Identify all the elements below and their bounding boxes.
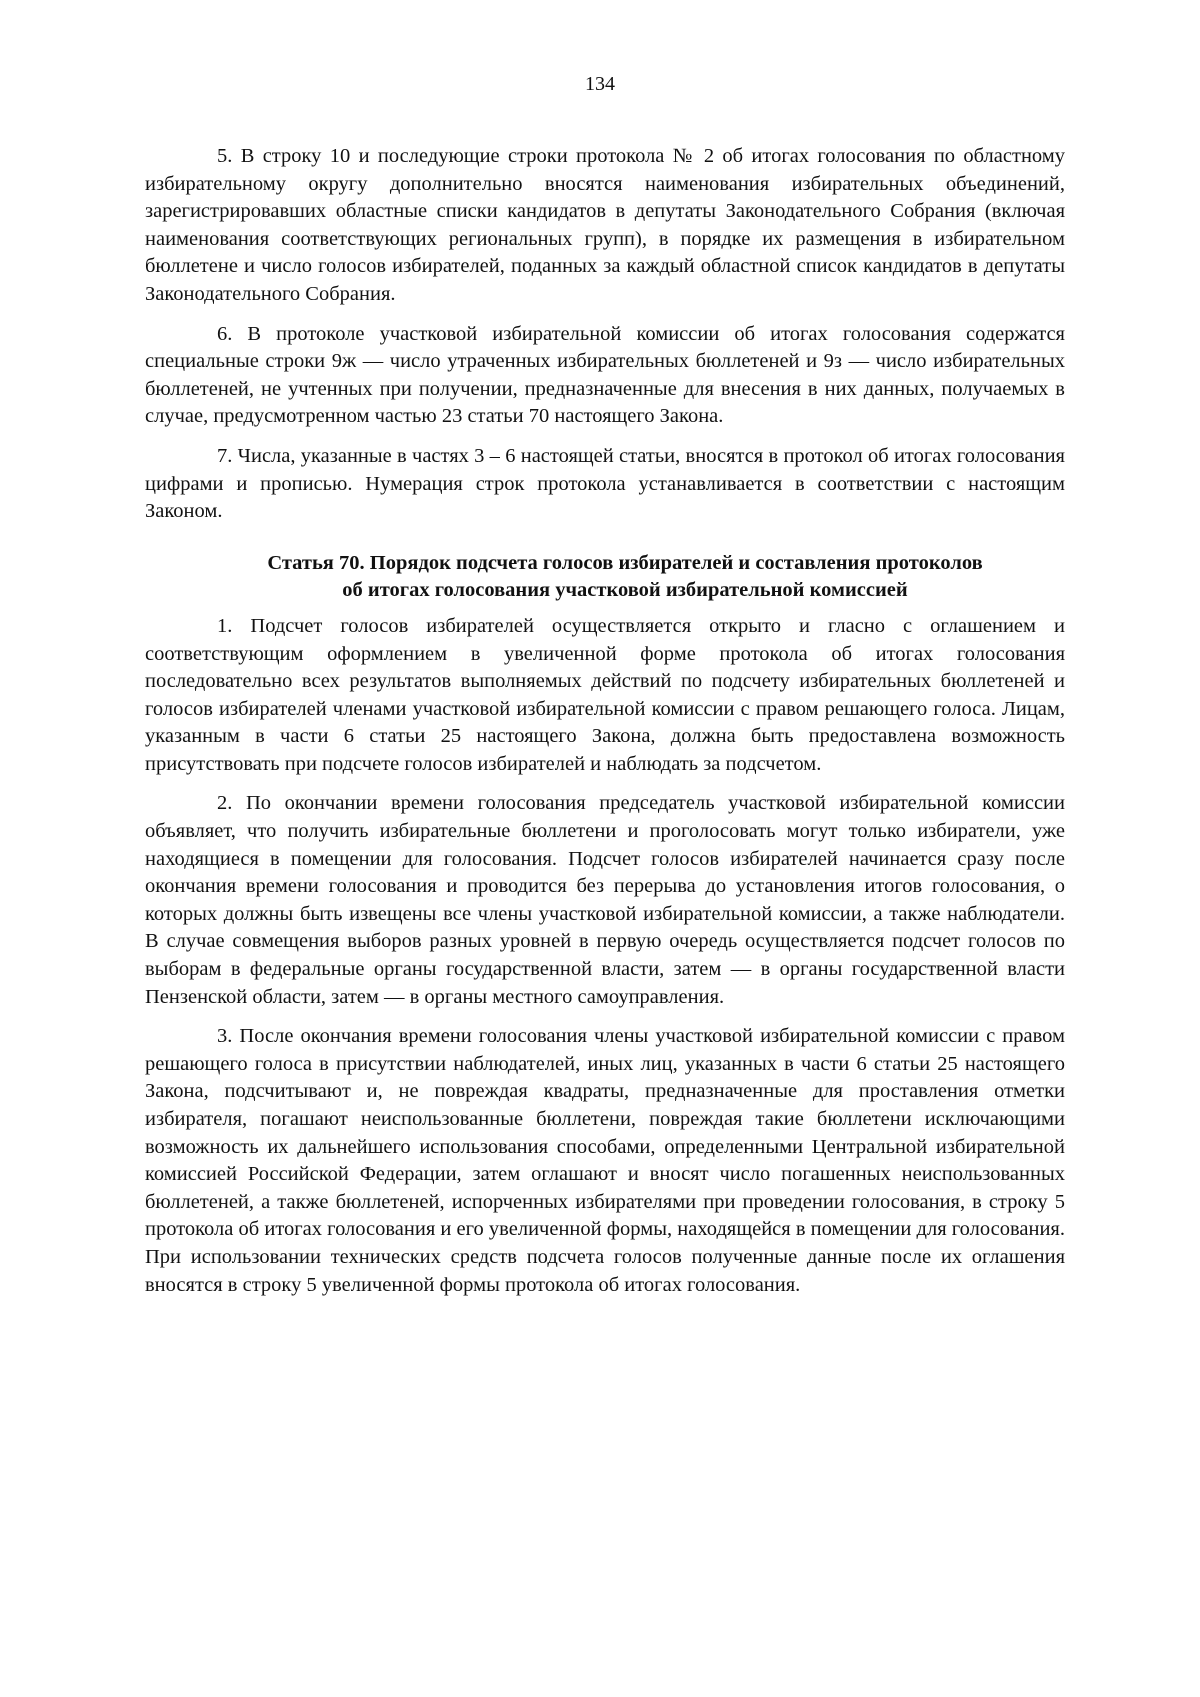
page-number: 134 <box>585 73 615 95</box>
paragraph-part-6: 6. В протоколе участковой избирательной комиссии об итогах голосования содержатся специальные строки 9ж — число утраченных избирательных бюллетеней и 9з — число избирательных бюллетеней, не учтенных при получении, предназначенные для внесения в них данных, получаемых в случае, предусмотренном частью 23 статьи 70 настоящего Закона. <box>145 322 1065 428</box>
article-70-heading <box>145 550 1065 605</box>
paragraph-part-7: 7. Числа, указанные в частях 3 – 6 настоящей статьи, вносятся в протокол об итогах голосования цифрами и прописью. Нумерация строк протокола устанавливается в соответствии с настоящим Законом. <box>145 444 1065 523</box>
article-70-part-1: 1. Подсчет голосов избирателей осуществляется открыто и гласно с оглашением и соответствующим оформлением в увеличенной форме протокола об итогах голосования последовательно всех результатов выполняемых действий по подсчету избирательных бюллетеней и голосов избирателей членами участковой избирательной комиссии с правом решающего голоса. Лицам, указанным в части 6 статьи 25 настоящего Закона, должна быть предоставлена возможность присутствовать при подсчете голосов избирателей и наблюдать за подсчетом. <box>145 614 1065 775</box>
article-heading-line-1: Статья 70. Порядок подсчета голосов избирателей и составления протоколов <box>267 551 983 574</box>
article-heading-line-2: об итогах голосования участковой избирательной комиссией <box>342 579 908 602</box>
document-body <box>145 143 1065 1311</box>
article-70-part-2: 2. По окончании времени голосования председатель участковой избирательной комиссии объявляет, что получить избирательные бюллетени и проголосовать могут только избиратели, уже находящиеся в помещении для голосования. Подсчет голосов избирателей начинается сразу после окончания времени голосования и проводится без перерыва до установления итогов голосования, о которых должны быть извещены все члены участковой избирательной комиссии, а также наблюдатели. В случае совмещения выборов разных уровней в первую очередь осуществляется подсчет голосов по выборам в федеральные органы государственной власти, затем — в органы государственной власти Пензенской области, затем — в органы местного самоуправления. <box>145 792 1065 1008</box>
article-70-part-3: 3. После окончания времени голосования члены участковой избирательной комиссии с правом решающего голоса в присутствии наблюдателей, иных лиц, указанных в части 6 статьи 25 настоящего Закона, подсчитывают и, не повреждая квадраты, предназначенные для проставления отметки избирателя, погашают неиспользованные бюллетени, повреждая такие бюллетени исключающими возможность их дальнейшего использования способами, определенными Центральной избирательной комиссией Российской Федерации, затем оглашают и вносят число погашенных неиспользованных бюллетеней, а также бюллетеней, испорченных избирателями при проведении голосования, в строку 5 протокола об итогах голосования и его увеличенной формы, находящейся в помещении для голосования. При использовании технических средств подсчета голосов полученные данные после их оглашения вносятся в строку 5 увеличенной формы протокола об итогах голосования. <box>145 1025 1065 1296</box>
paragraph-part-5: 5. В строку 10 и последующие строки протокола № 2 об итогах голосования по областному избирательному округу дополнительно вносятся наименования избирательных объединений, зарегистрировавших областные списки кандидатов в депутаты Законодательного Собрания (включая наименования соответствующих региональных групп), в порядке их размещения в избирательном бюллетене и число голосов избирателей, поданных за каждый областной список кандидатов в депутаты Законодательного Собрания. <box>145 145 1065 305</box>
